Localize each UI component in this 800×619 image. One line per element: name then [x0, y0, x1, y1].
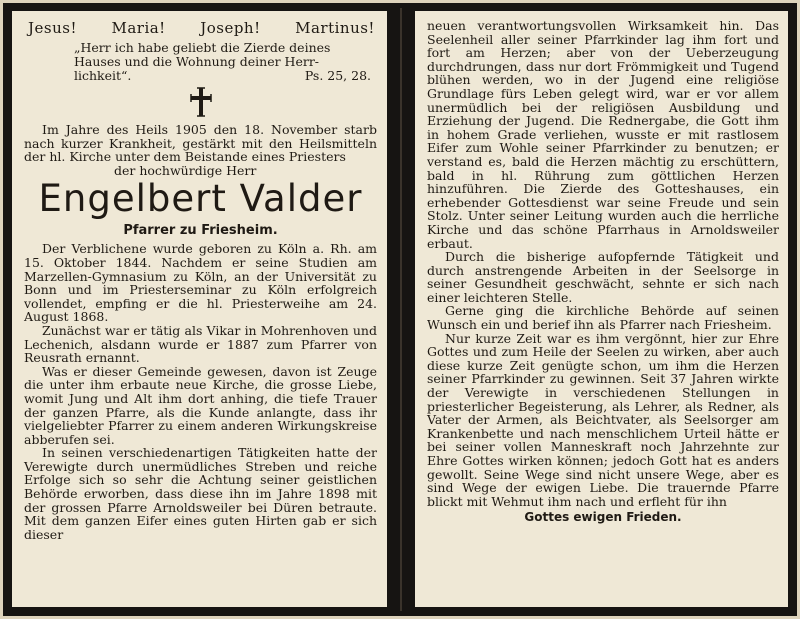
invocation-joseph: Joseph! — [200, 19, 261, 37]
left-page — [12, 11, 387, 607]
biography-paragraph: Gerne ging die kirchliche Behörde auf seinen Wunsch ein und berief ihn als Pfarrer nach Friesheim. — [427, 303, 779, 333]
biography-paragraph: Nur kurze Zeit war es ihm vergönnt, hier zur Ehre Gottes und zum Heile der Seelen zu wirken, aber auch diese kurze Zeit genügte schon, um ihm die Herzen seiner Pfarrkinder zu gewinnen. Seit 37 Jahren wirkte der Verewigte in verschiedenen Stellungen in priesterlicher Begeisterung, als Lehrer, als Redner, als Vater der Armen, als Beichtvater, als Seelsorger am Krankenbette und nach menschlichem Urteil hätte er bei seiner vollen Manneskraft noch Jahrzehnte zur Ehre Gottes wirken können; jedoch Gott hat es anders gewollt. Seine Wege sind nicht unsere Wege, aber es sind Wege der ewigen Liebe. Die trauernde Pfarre blickt mit Wehmut ihm nach und erfleht für ihn — [427, 330, 779, 509]
invocation-martinus: Martinus! — [295, 19, 375, 37]
biography-paragraph: Was er dieser Gemeinde gewesen, davon ist Zeuge die unter ihm erbaute neue Kirche, die grosse Liebe, womit Jung und Alt ihm dort anhing, die tiefe Trauer der ganzen Pfarre, als die Kunde anlangte, dass ihr vielgeliebter Pfarrer zu einem anderen Wirkungskreise abberufen sei. — [24, 363, 377, 447]
biography-paragraph: neuen verantwortungsvollen Wirksamkeit hin. Das Seelenheil aller seiner Pfarrkinder lag ihm fort und fort am Herzen; aber von der Ueberzeugung durchdrungen, dass nur dort Frömmigkeit und Tugend blühen werden, wo in der Jugend eine religiöse Grundlage fürs Leben gelegt wird, war er vor allem unermüdlich bei der religiösen Ausbildung und Erziehung der Jugend. Die Rednergabe, die Gott ihm in hohem Grade verliehen, wusste er mit rastlosem Eifer zum Wohle seiner Pfarrkinder zu benutzen; er verstand es, bald die Herzen mächtig zu erschüttern, bald in hl. Rührung zum göttlichen Herzen hinzuführen. Die Zierde des Gotteshauses, ein erhebender Gottesdienst war seine Freude und sein Stolz. Unter seiner Leitung wurden auch die herrliche Kirche und das schöne Pfarrhaus in Arnoldsweiler erbaut. — [427, 18, 779, 251]
right-page — [415, 11, 788, 607]
verse-last-line — [74, 69, 371, 83]
verse-reference: Ps. 25, 28. — [304, 68, 371, 83]
invocation-jesus: Jesus! — [28, 19, 77, 37]
biography-paragraph: Der Verblichene wurde geboren zu Köln a. Rh. am 15. Oktober 1844. Nachdem er seine Studien am Marzellen-Gymnasium zu Köln, an der Universität zu Bonn und im Priesterseminar zu Köln erfolgreich vollendet, empfing er die hl. Priesterweihe am 24. August 1868. — [24, 241, 377, 325]
verse-line: lichkeit“. — [74, 68, 132, 83]
intro-honorific: der hochwürdige Herr — [114, 162, 257, 178]
verse-line: Hauses und die Wohnung deiner Herr- — [74, 54, 320, 69]
biography-paragraph: In seinen verschiedenartigen Tätigkeiten hatte der Verewigte durch unermüdliches Streben und reiche Erfolge sich so sehr die Achtung seiner geistlichen Behörde erworben, dass diese ihn im Jahre 1898 mit der grossen Pfarre Arnoldsweiler bei Düren betraute. Mit dem ganzen Eifer eines guten Hirten gab er sich dieser — [24, 445, 377, 542]
invocation-maria: Maria! — [111, 19, 166, 37]
bible-verse — [74, 41, 371, 83]
verse-line: „Herr ich habe geliebt die Zierde deines — [74, 40, 331, 55]
deceased-title: Pfarrer zu Friesheim. — [123, 223, 278, 239]
intro-paragraph: Im Jahre des Heils 1905 den 18. November starb nach kurzer Krankheit, gestärkt mit den Heilsmitteln der hl. Kirche unter dem Beistande eines Priesters — [24, 122, 377, 165]
biography-paragraph: Zunächst war er tätig als Vikar in Mohrenhoven und Lechenich, alsdann wurde er 1887 zum Pfarrer von Reusrath ernannt. — [24, 322, 377, 366]
fold-line — [400, 8, 402, 611]
deceased-name: Engelbert Valder — [38, 177, 363, 221]
invocation-line — [28, 19, 375, 37]
cross-icon — [190, 87, 212, 117]
biography-paragraph: Durch die bisherige aufopfernde Tätigkeit und durch anstrengende Arbeiten in der Seelsorge in seiner Gesundheit geschwächt, sehnte er sich nach einer leichteren Stelle. — [427, 249, 779, 305]
closing-blessing: Gottes ewigen Frieden. — [524, 510, 682, 525]
